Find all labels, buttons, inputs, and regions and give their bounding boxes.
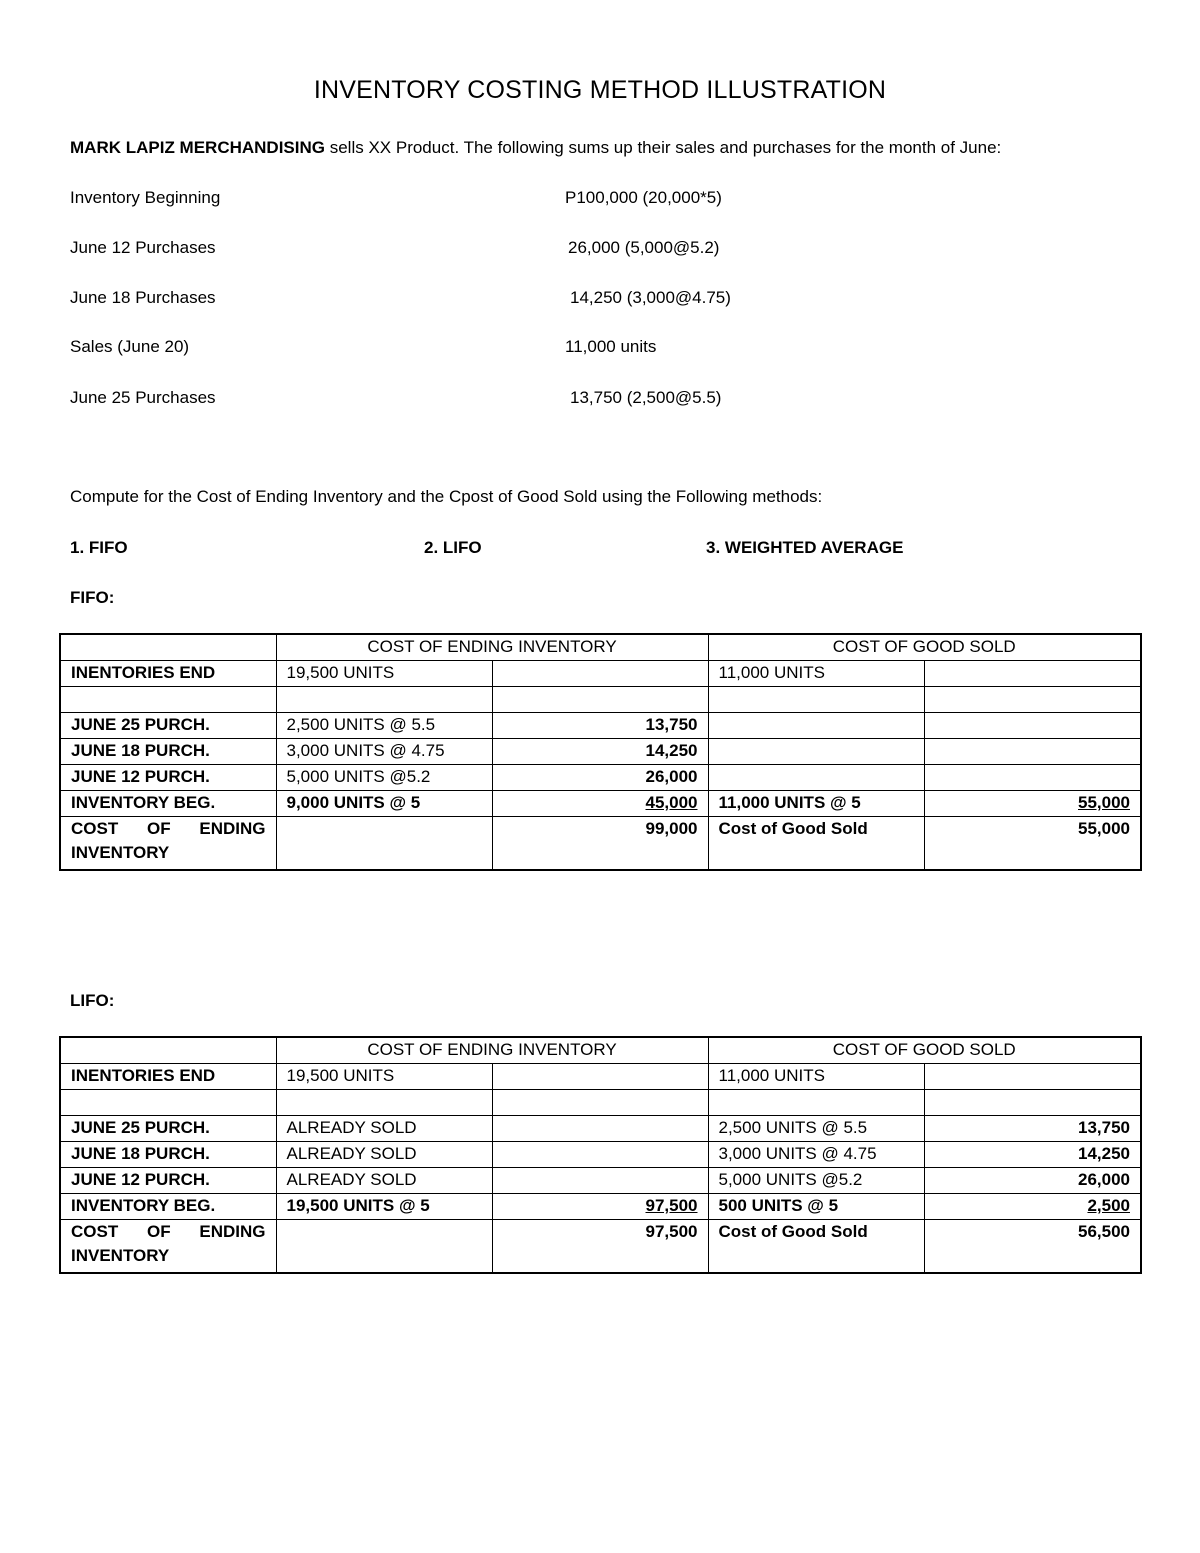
total-label: COST OF ENDING INVENTORY bbox=[71, 819, 266, 862]
method-item: 1. FIFO bbox=[70, 538, 128, 557]
sold-amount-cell bbox=[924, 1064, 1141, 1090]
sold-amount-cell bbox=[924, 791, 1141, 817]
row-label: JUNE 18 PURCH. bbox=[60, 1142, 276, 1168]
table-row bbox=[60, 1090, 1141, 1116]
table-row bbox=[60, 1064, 1141, 1090]
table-cell bbox=[60, 1037, 276, 1064]
table-row bbox=[60, 661, 1141, 687]
company-name: MARK LAPIZ MERCHANDISING bbox=[70, 138, 325, 157]
page-title: INVENTORY COSTING METHOD ILLUSTRATION bbox=[313, 76, 887, 104]
sold-desc-cell bbox=[708, 713, 924, 739]
sold-amount-cell bbox=[924, 661, 1141, 687]
total-label-cell bbox=[60, 817, 276, 871]
ending-desc-cell: 5,000 UNITS @5.2 bbox=[276, 765, 492, 791]
sold-desc-cell bbox=[708, 687, 924, 713]
ending-amount-cell: 26,000 bbox=[492, 765, 708, 791]
row-label: INVENTORY BEG. bbox=[60, 791, 276, 817]
table-row bbox=[60, 687, 1141, 713]
table-row bbox=[60, 713, 1141, 739]
sold-amount-cell bbox=[924, 1090, 1141, 1116]
ending-desc-cell: 9,000 UNITS @ 5 bbox=[276, 791, 492, 817]
ending-desc-cell: 3,000 UNITS @ 4.75 bbox=[276, 739, 492, 765]
sold-amount-cell: 14,250 bbox=[924, 1142, 1141, 1168]
table-row bbox=[60, 1168, 1141, 1194]
table-cell bbox=[60, 634, 276, 661]
total-sold-label: Cost of Good Sold bbox=[708, 817, 924, 871]
given-row bbox=[70, 238, 1130, 260]
total-sold-amount: 56,500 bbox=[924, 1220, 1141, 1274]
table-cell bbox=[276, 817, 492, 871]
ending-desc-cell: 19,500 UNITS bbox=[276, 661, 492, 687]
sold-desc-cell: 3,000 UNITS @ 4.75 bbox=[708, 1142, 924, 1168]
sold-amount-cell: 13,750 bbox=[924, 1116, 1141, 1142]
method-item: 3. WEIGHTED AVERAGE bbox=[706, 538, 904, 557]
intro-text: sells XX Product. The following sums up their sales and purchases for the month of June: bbox=[325, 138, 1002, 157]
ending-amount-cell bbox=[492, 661, 708, 687]
ending-amount-cell bbox=[492, 687, 708, 713]
total-label: COST OF ENDING INVENTORY bbox=[71, 1222, 266, 1265]
row-label: JUNE 12 PURCH. bbox=[60, 1168, 276, 1194]
row-label: INVENTORY BEG. bbox=[60, 1194, 276, 1220]
sold-desc-cell bbox=[708, 1090, 924, 1116]
row-label: INENTORIES END bbox=[60, 661, 276, 687]
sold-desc-cell: 11,000 UNITS bbox=[708, 1064, 924, 1090]
table-row bbox=[60, 791, 1141, 817]
section-label-lifo: LIFO: bbox=[70, 991, 115, 1010]
ending-amount-cell: 14,250 bbox=[492, 739, 708, 765]
column-header: COST OF ENDING INVENTORY bbox=[276, 1037, 708, 1064]
total-row bbox=[60, 1220, 1141, 1274]
ending-amount-cell: 13,750 bbox=[492, 713, 708, 739]
given-amount: P100,000 (20,000*5) bbox=[565, 188, 722, 207]
sold-amount-cell bbox=[924, 1194, 1141, 1220]
sold-desc-cell bbox=[708, 765, 924, 791]
methods-list bbox=[70, 538, 1130, 560]
total-sold-label: Cost of Good Sold bbox=[708, 1220, 924, 1274]
total-ending-amount: 97,500 bbox=[492, 1220, 708, 1274]
ending-desc-cell bbox=[276, 1090, 492, 1116]
given-label: June 12 Purchases bbox=[70, 238, 216, 257]
table-row bbox=[60, 739, 1141, 765]
given-label: Sales (June 20) bbox=[70, 337, 190, 356]
underlined-amount: 97,500 bbox=[645, 1196, 698, 1215]
underlined-amount: 55,000 bbox=[1078, 793, 1130, 812]
sold-desc-cell bbox=[708, 739, 924, 765]
underlined-amount: 2,500 bbox=[1087, 1196, 1130, 1215]
ending-amount-cell bbox=[492, 1194, 708, 1220]
table-row bbox=[60, 1116, 1141, 1142]
sold-desc-cell: 11,000 UNITS @ 5 bbox=[708, 791, 924, 817]
column-header: COST OF ENDING INVENTORY bbox=[276, 634, 708, 661]
sold-amount-cell bbox=[924, 687, 1141, 713]
given-row bbox=[70, 388, 1130, 410]
sold-desc-cell: 500 UNITS @ 5 bbox=[708, 1194, 924, 1220]
fifo-table bbox=[59, 633, 1142, 871]
underlined-amount: 45,000 bbox=[645, 793, 698, 812]
ending-amount-cell bbox=[492, 1168, 708, 1194]
lifo-table bbox=[59, 1036, 1142, 1274]
sold-amount-cell bbox=[924, 739, 1141, 765]
intro-paragraph bbox=[70, 138, 1001, 158]
given-label: June 18 Purchases bbox=[70, 288, 216, 307]
row-label: JUNE 25 PURCH. bbox=[60, 1116, 276, 1142]
table-row bbox=[60, 1194, 1141, 1220]
row-label bbox=[60, 687, 276, 713]
sold-amount-cell bbox=[924, 713, 1141, 739]
total-label-cell bbox=[60, 1220, 276, 1274]
table-header-row bbox=[60, 634, 1141, 661]
table-header-row bbox=[60, 1037, 1141, 1064]
table-row bbox=[60, 765, 1141, 791]
column-header: COST OF GOOD SOLD bbox=[708, 634, 1141, 661]
total-ending-amount: 99,000 bbox=[492, 817, 708, 871]
sold-desc-cell: 5,000 UNITS @5.2 bbox=[708, 1168, 924, 1194]
given-row bbox=[70, 288, 1130, 310]
sold-desc-cell: 11,000 UNITS bbox=[708, 661, 924, 687]
ending-desc-cell: 2,500 UNITS @ 5.5 bbox=[276, 713, 492, 739]
instruction-text: Compute for the Cost of Ending Inventory and the Cpost of Good Sold using the Following methods: bbox=[70, 487, 823, 506]
row-label: JUNE 18 PURCH. bbox=[60, 739, 276, 765]
ending-desc-cell: 19,500 UNITS bbox=[276, 1064, 492, 1090]
ending-desc-cell: ALREADY SOLD bbox=[276, 1142, 492, 1168]
row-label: JUNE 12 PURCH. bbox=[60, 765, 276, 791]
ending-amount-cell bbox=[492, 1090, 708, 1116]
row-label: INENTORIES END bbox=[60, 1064, 276, 1090]
ending-desc-cell: ALREADY SOLD bbox=[276, 1168, 492, 1194]
ending-desc-cell: 19,500 UNITS @ 5 bbox=[276, 1194, 492, 1220]
table-row bbox=[60, 1142, 1141, 1168]
method-item: 2. LIFO bbox=[424, 538, 482, 557]
column-header: COST OF GOOD SOLD bbox=[708, 1037, 1141, 1064]
ending-amount-cell bbox=[492, 1116, 708, 1142]
given-row bbox=[70, 188, 1130, 210]
sold-amount-cell: 26,000 bbox=[924, 1168, 1141, 1194]
row-label: JUNE 25 PURCH. bbox=[60, 713, 276, 739]
ending-desc-cell bbox=[276, 687, 492, 713]
given-amount: 26,000 (5,000@5.2) bbox=[568, 238, 720, 257]
section-label-fifo: FIFO: bbox=[70, 588, 115, 607]
total-row bbox=[60, 817, 1141, 871]
row-label bbox=[60, 1090, 276, 1116]
given-amount: 11,000 units bbox=[565, 337, 657, 356]
given-row bbox=[70, 337, 1130, 359]
given-amount: 14,250 (3,000@4.75) bbox=[570, 288, 731, 307]
given-amount: 13,750 (2,500@5.5) bbox=[570, 388, 722, 407]
ending-desc-cell: ALREADY SOLD bbox=[276, 1116, 492, 1142]
total-sold-amount: 55,000 bbox=[924, 817, 1141, 871]
ending-amount-cell bbox=[492, 1142, 708, 1168]
given-label: Inventory Beginning bbox=[70, 188, 221, 207]
sold-desc-cell: 2,500 UNITS @ 5.5 bbox=[708, 1116, 924, 1142]
given-label: June 25 Purchases bbox=[70, 388, 216, 407]
ending-amount-cell bbox=[492, 1064, 708, 1090]
sold-amount-cell bbox=[924, 765, 1141, 791]
table-cell bbox=[276, 1220, 492, 1274]
ending-amount-cell bbox=[492, 791, 708, 817]
